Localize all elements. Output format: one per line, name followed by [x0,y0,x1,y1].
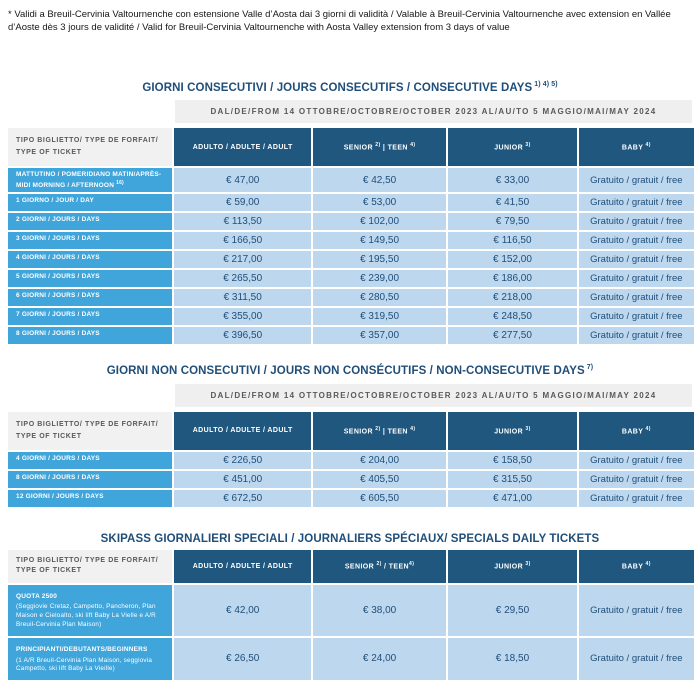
col-header-junior: JUNIOR $^{3)}$ [448,550,576,583]
price-cell-senior-teen: € 102,00 [313,213,446,230]
price-table-consecutive-days [6,126,696,346]
price-cell-senior-teen: € 319,50 [313,308,446,325]
free-cell: Gratuito / gratuit / free [579,452,694,469]
table-row [8,251,694,268]
free-cell: Gratuito / gratuit / free [579,638,694,680]
validity-note: * Validi a Breuil-Cervinia Valtournenche con estensione Valle d’Aosta dai 3 giorni di validità / Valable à Breuil-Cervinia Valtournenche avec extension en Vallée d’Aoste dès 3 jours de validité / Valid for Breuil-Cervinia Valtournenche with Aosta Valley extension from 3 days of value [8,9,671,34]
price-cell-adult: € 396,50 [174,327,310,344]
col-header-adult: ADULTO / ADULTE / ADULT [174,128,310,165]
price-cell-senior-teen: € 149,50 [313,232,446,249]
price-cell-adult: € 113,50 [174,213,310,230]
price-cell-junior: € 248,50 [448,308,576,325]
price-cell-adult: € 47,00 [174,168,310,193]
free-cell: Gratuito / gratuit / free [579,270,694,287]
price-table-non-consecutive-days [6,410,696,508]
price-cell-junior: € 315,50 [448,471,576,488]
price-cell-adult: € 355,00 [174,308,310,325]
col-header-baby: BABY $^{4)}$ [579,550,694,583]
table-row [8,194,694,211]
price-cell-adult: € 672,50 [174,490,310,507]
col-header-baby: BABY $^{4)}$ [579,128,694,165]
price-cell-junior: € 186,00 [448,270,576,287]
section-specials-daily-tickets [0,533,700,682]
price-cell-senior-teen: € 24,00 [313,638,446,680]
price-cell-junior: € 116,50 [448,232,576,249]
section-title: GIORNI NON CONSECUTIVI / JOURS NON CONSÉCUTIFS / NON-CONSECUTIVE DAYS $^{7)}$ [106,364,594,378]
section-non-consecutive-days [0,364,700,508]
free-cell: Gratuito / gratuit / free [579,308,694,325]
price-cell-adult: € 42,00 [174,585,310,636]
col-header-senior-teen: SENIOR $^{2)}$ / TEEN$^{4)}$ [313,550,446,583]
price-cell-adult: € 451,00 [174,471,310,488]
price-cell-senior-teen: € 280,50 [313,289,446,306]
section-consecutive-days [0,81,700,347]
table-row [8,638,694,680]
col-header-baby: BABY $^{4)}$ [579,412,694,449]
price-cell-adult: € 265,50 [174,270,310,287]
price-cell-junior: € 18,50 [448,638,576,680]
price-cell-senior-teen: € 405,50 [313,471,446,488]
table-row [8,490,694,507]
free-cell: Gratuito / gratuit / free [579,251,694,268]
date-range-bar: DAL/DE/FROM 14 OTTOBRE/OCTOBRE/OCTOBER 2023 AL/AU/TO 5 MAGGIO/MAI/MAY 2024 [175,100,692,123]
ticket-type-label: 3 GIORNI / JOURS / DAYS [8,232,172,249]
col-header-junior: JUNIOR $^{3)}$ [448,412,576,449]
price-cell-senior-teen: € 239,00 [313,270,446,287]
price-cell-adult: € 217,00 [174,251,310,268]
price-cell-adult: € 26,50 [174,638,310,680]
header-row [8,128,694,165]
price-cell-senior-teen: € 195,50 [313,251,446,268]
free-cell: Gratuito / gratuit / free [579,327,694,344]
price-cell-junior: € 218,00 [448,289,576,306]
price-cell-junior: € 158,50 [448,452,576,469]
col-header-adult: ADULTO / ADULTE / ADULT [174,412,310,449]
price-cell-junior: € 471,00 [448,490,576,507]
table-row [8,168,694,193]
price-cell-senior-teen: € 204,00 [313,452,446,469]
price-cell-junior: € 277,50 [448,327,576,344]
ticket-type-header: TIPO BIGLIETTO/ TYPE DE FORFAIT/ TYPE OF TICKET [8,550,172,583]
price-cell-senior-teen: € 38,00 [313,585,446,636]
table-row [8,452,694,469]
free-cell: Gratuito / gratuit / free [579,471,694,488]
price-cell-junior: € 29,50 [448,585,576,636]
ticket-type-label: 6 GIORNI / JOURS / DAYS [8,289,172,306]
free-cell: Gratuito / gratuit / free [579,585,694,636]
ticket-type-label: 4 GIORNI / JOURS / DAYS [8,251,172,268]
ticket-type-label: 7 GIORNI / JOURS / DAYS [8,308,172,325]
ticket-type-label: 5 GIORNI / JOURS / DAYS [8,270,172,287]
ticket-type-label: 1 GIORNO / JOUR / DAY [8,194,172,211]
ticket-type-label: QUOTA 2500 (Seggiovie Cretaz, Campetto, Pancheron, Plan Maison e Cieloalto, ski lift Baby La Vielle e A/R Breuil-Cervinia Plan Maison) [8,585,172,636]
price-cell-junior: € 152,00 [448,251,576,268]
price-cell-senior-teen: € 357,00 [313,327,446,344]
free-cell: Gratuito / gratuit / free [579,232,694,249]
price-cell-junior: € 79,50 [448,213,576,230]
price-table-specials-daily-tickets [6,548,696,682]
ticket-type-header: TIPO BIGLIETTO/ TYPE DE FORFAIT/ TYPE OF TICKET [8,412,172,449]
section-title: GIORNI CONSECUTIVI / JOURS CONSECUTIFS / CONSECUTIVE DAYS $^{1) 4) 5)}$ [142,80,558,94]
col-header-senior-teen: SENIOR $^{2)}$ | TEEN $^{4)}$ [313,412,446,449]
table-row [8,232,694,249]
ticket-type-label: 12 GIORNI / JOURS / DAYS [8,490,172,507]
table-row [8,327,694,344]
free-cell: Gratuito / gratuit / free [579,168,694,193]
col-header-adult: ADULTO / ADULTE / ADULT [174,550,310,583]
header-row [8,550,694,583]
header-row [8,412,694,449]
price-cell-junior: € 33,00 [448,168,576,193]
price-cell-senior-teen: € 605,50 [313,490,446,507]
ticket-type-label: MATTUTINO / POMERIDIANO MATIN/APRÈS-MIDI MORNING / AFTERNOON $^{16)}$ [8,168,172,193]
ticket-type-label: 8 GIORNI / JOURS / DAYS [8,327,172,344]
price-cell-adult: € 311,50 [174,289,310,306]
price-cell-adult: € 59,00 [174,194,310,211]
ticket-type-label: PRINCIPIANTI/DEBUTANTS/BEGINNERS (1 A/R Breuil-Cervinia Plan Maison, seggiovia Campetto, ski lift Baby La Vieille) [8,638,172,680]
price-cell-adult: € 226,50 [174,452,310,469]
free-cell: Gratuito / gratuit / free [579,194,694,211]
ticket-type-description: (1 A/R Breuil-Cervinia Plan Maison, seggiovia Campetto, ski lift Baby La Vieille) [16,656,153,673]
price-cell-senior-teen: € 53,00 [313,194,446,211]
table-row [8,213,694,230]
ticket-type-description: (Seggiovie Cretaz, Campetto, Pancheron, Plan Maison e Cieloalto, ski lift Baby La Vielle e A/R Breuil-Cervinia Plan Maison) [16,603,156,628]
table-row [8,471,694,488]
price-cell-junior: € 41,50 [448,194,576,211]
price-tables-container [0,81,700,682]
col-header-senior-teen: SENIOR $^{2)}$ | TEEN $^{4)}$ [313,128,446,165]
ticket-type-label: 2 GIORNI / JOURS / DAYS [8,213,172,230]
section-title: SKIPASS GIORNALIERI SPECIALI / JOURNALIERS SPÉCIAUX/ SPECIALS DAILY TICKETS [100,532,600,545]
table-row [8,270,694,287]
table-row [8,308,694,325]
ticket-type-label: 4 GIORNI / JOURS / DAYS [8,452,172,469]
table-row [8,289,694,306]
table-row [8,585,694,636]
free-cell: Gratuito / gratuit / free [579,213,694,230]
price-cell-senior-teen: € 42,50 [313,168,446,193]
free-cell: Gratuito / gratuit / free [579,490,694,507]
col-header-junior: JUNIOR $^{3)}$ [448,128,576,165]
date-range-bar: DAL/DE/FROM 14 OTTOBRE/OCTOBRE/OCTOBER 2023 AL/AU/TO 5 MAGGIO/MAI/MAY 2024 [175,384,692,407]
ticket-type-label: 8 GIORNI / JOURS / DAYS [8,471,172,488]
price-cell-adult: € 166,50 [174,232,310,249]
free-cell: Gratuito / gratuit / free [579,289,694,306]
ticket-type-header: TIPO BIGLIETTO/ TYPE DE FORFAIT/ TYPE OF TICKET [8,128,172,165]
